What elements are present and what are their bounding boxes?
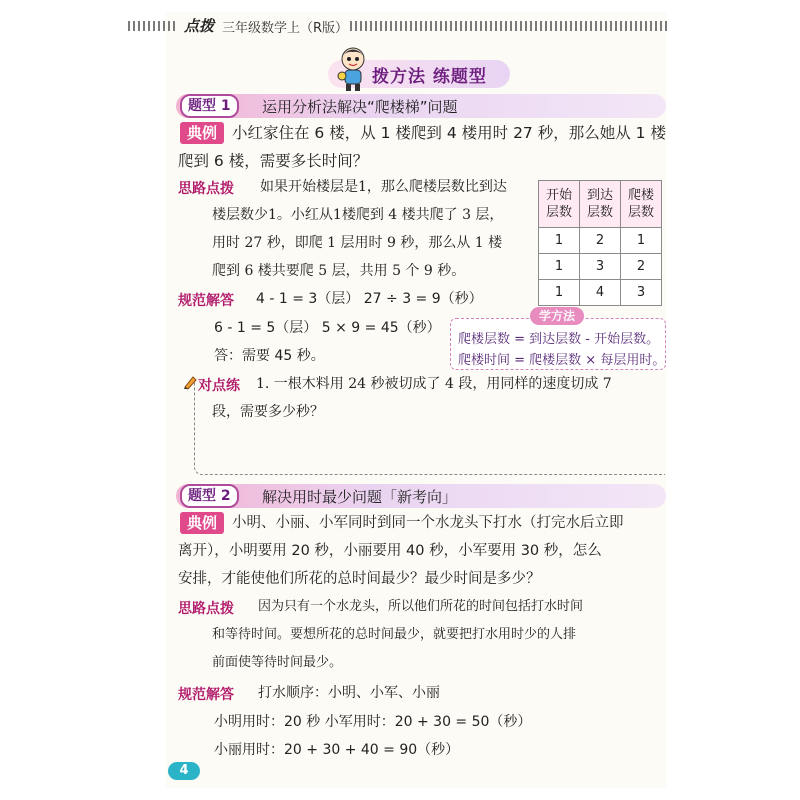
table-cell: 2 bbox=[621, 254, 662, 280]
hint-1-line-2: 楼层数少1。小红从1楼爬到 4 楼共爬了 3 层， bbox=[212, 207, 504, 223]
section-2-title: 解决用时最少问题「新考向」 bbox=[262, 488, 458, 506]
table-row bbox=[539, 280, 662, 306]
hint-1-line-1: 如果开始楼层是1，那么爬楼层数比到达 bbox=[260, 179, 507, 195]
table-cell: 1 bbox=[539, 228, 580, 254]
answer-2-line-2: 小明用时：20 秒 小军用时：20 + 30 = 50（秒） bbox=[214, 714, 532, 730]
answer-2-line-3: 小丽用时：20 + 30 + 40 = 90（秒） bbox=[214, 742, 460, 758]
mascot-icon bbox=[336, 46, 370, 92]
table-cell: 3 bbox=[580, 254, 621, 280]
table-header-arrive: 到达 层数 bbox=[580, 181, 621, 228]
book-title: 三年级数学上（R版） bbox=[222, 21, 349, 36]
table-cell: 1 bbox=[621, 228, 662, 254]
table-header-start: 开始 层数 bbox=[539, 181, 580, 228]
answer-1-line-3: 答：需要 45 秒。 bbox=[214, 348, 325, 364]
hint-2-line-2: 和等待时间。要想所花的总时间最少，就要把打水用时少的人排 bbox=[212, 627, 577, 642]
page-number: 4 bbox=[168, 762, 200, 780]
brand-logo: 点拨 bbox=[184, 17, 215, 35]
example-label-1: 典例 bbox=[180, 122, 224, 144]
hint-label-1: 思路点拨 bbox=[178, 181, 234, 197]
practice-label: 对点练 bbox=[198, 378, 240, 394]
table-row bbox=[539, 254, 662, 280]
hint-1-line-4: 爬到 6 楼共要爬 5 层，共用 5 个 9 秒。 bbox=[212, 263, 466, 279]
section-1-tag: 题型 1 bbox=[180, 94, 239, 118]
hint-label-2: 思路点拨 bbox=[178, 601, 234, 617]
answer-label-2: 规范解答 bbox=[178, 687, 234, 703]
section-2-tag: 题型 2 bbox=[180, 484, 239, 508]
header-decoration-right bbox=[350, 21, 668, 31]
table-row bbox=[539, 228, 662, 254]
table-header-climb: 爬楼 层数 bbox=[621, 181, 662, 228]
method-tag: 学方法 bbox=[530, 307, 584, 325]
table-cell: 4 bbox=[580, 280, 621, 306]
floor-table bbox=[538, 180, 662, 306]
method-line-2: 爬楼时间 = 爬楼层数 × 每层用时。 bbox=[458, 353, 666, 368]
table-cell: 1 bbox=[539, 280, 580, 306]
example-1-line-1: 小红家住在 6 楼，从 1 楼爬到 4 楼用时 27 秒，那么她从 1 楼 bbox=[232, 124, 666, 142]
answer-2-line-1: 打水顺序：小明、小军、小丽 bbox=[258, 685, 440, 701]
hint-2-line-1: 因为只有一个水龙头，所以他们所花的时间包括打水时间 bbox=[258, 599, 584, 614]
banner-title: 拨方法 练题型 bbox=[372, 67, 487, 87]
method-line-1: 爬楼层数 = 到达层数 - 开始层数。 bbox=[458, 332, 660, 347]
hint-1-line-3: 用时 27 秒，即爬 1 层用时 9 秒，那么从 1 楼 bbox=[212, 235, 503, 251]
example-1-line-2: 爬到 6 楼，需要多长时间？ bbox=[178, 152, 369, 170]
answer-space bbox=[194, 380, 665, 475]
header-decoration-left bbox=[128, 21, 178, 31]
pencil-icon bbox=[182, 374, 198, 390]
example-2-line-1: 小明、小丽、小军同时到同一个水龙头下打水（打完水后立即 bbox=[232, 515, 624, 531]
table-cell: 1 bbox=[539, 254, 580, 280]
table-cell: 2 bbox=[580, 228, 621, 254]
answer-1-line-1: 4 - 1 = 3（层） 27 ÷ 3 = 9（秒） bbox=[256, 291, 483, 307]
example-2-line-3: 安排，才能使他们所花的总时间最少？最少时间是多少？ bbox=[178, 571, 541, 587]
section-1-title: 运用分析法解决“爬楼梯”问题 bbox=[262, 98, 458, 116]
example-2-line-2: 离开），小明要用 20 秒，小丽要用 40 秒，小军要用 30 秒，怎么 bbox=[178, 543, 602, 559]
hint-2-line-3: 前面使等待时间最少。 bbox=[212, 655, 343, 670]
practice-line-1: 1. 一根木料用 24 秒被切成了 4 段，用同样的速度切成 7 bbox=[256, 376, 612, 392]
practice-line-2: 段，需要多少秒？ bbox=[212, 404, 324, 420]
answer-1-line-2: 6 - 1 = 5（层） 5 × 9 = 45（秒） bbox=[214, 320, 441, 336]
answer-label-1: 规范解答 bbox=[178, 293, 234, 309]
example-label-2: 典例 bbox=[180, 512, 224, 534]
table-cell: 3 bbox=[621, 280, 662, 306]
